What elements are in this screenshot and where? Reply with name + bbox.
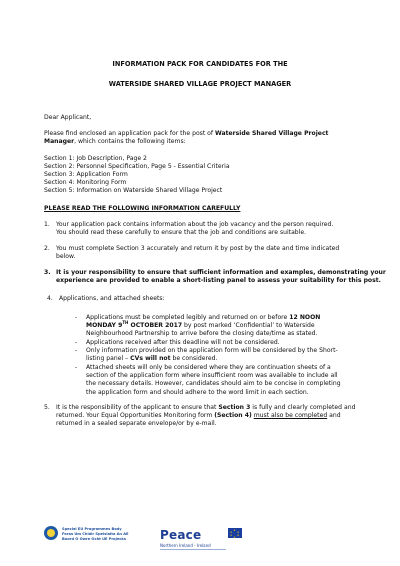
item-number: 4. [47,295,53,302]
item-2-text: You must complete Section 3 accurately and return it by post by the date and time indicated below. [56,245,340,261]
title-line-2: WATERSIDE SHARED VILLAGE PROJECT MANAGER [108,80,292,88]
intro-line-1: Please find enclosed an application pack for the post of Waterside Shared Village Project [44,130,329,137]
instructions-heading: PLEASE READ THE FOLLOWING INFORMATION CAREFULLY [44,205,241,212]
section-item: Section 1: Job Description, Page 2 [44,155,147,162]
intro-line-2: Manager, which contains the following items: [44,138,186,145]
peace-logo-subtitle: Northern Ireland - Ireland [160,543,211,548]
funder-name-line-2: Foras Um Chláir Speisialta An AE [62,532,129,536]
item-1-text: Your application pack contains information about the job vacancy and the person required. You should read these carefully to ensure that the job and conditions are suitable. [56,221,334,237]
bullet-2-text: Applications received after this deadline will not be considered. [86,339,280,346]
eu-flag-icon: ★ ★ ★ ★ ★ ★ [228,528,242,538]
bullet-dash: - [75,364,78,371]
section-item: Section 2: Personnel Specification, Page 5 - Essential Criteria [44,163,230,170]
bullet-dash: - [75,339,78,346]
section-item: Section 5: Information on Waterside Shared Village Project [44,187,223,194]
funder-name-line-3: Boord O Owre Ocht UE Projecks [62,537,126,541]
salutation: Dear Applicant, [44,114,92,121]
bullet-dash: - [75,314,78,321]
bullet-1-text: Applications must be completed legibly and returned on or before 12 NOON MONDAY 9TH OCTOBER 2017 by post marked ‘Confidential’ to Waterside Neighbourhood Partnership to arrive before the closing date/time as stated. [86,314,321,338]
item-number: 2. [44,245,50,252]
peace-logo-rule [160,549,226,550]
funder-name-line-1: Special EU Programmes Body [62,527,122,531]
title-line-1: INFORMATION PACK FOR CANDIDATES FOR THE [112,60,288,68]
seupb-logo-icon [44,526,58,540]
item-5-text: It is the responsibility of the applicant to ensure that Section 3 is fully and clearly completed and returned. Your Equal Opportunities Monitoring form (Section 4) must also be completed and returned in a sealed separate envelope/or by e-mail. [56,404,356,428]
bullet-4-text: Attached sheets will only be considered where they are continuation sheets of a section of the application form where insufficient room was available to include all the necessary details. However, candidates should aim to be concise in completing the application form and should adhere to the word limit in each section. [86,364,341,396]
item-number: 3. [44,269,51,276]
bullet-dash: - [75,347,78,354]
section-item: Section 4: Monitoring Form [44,179,127,186]
item-number: 5. [44,404,50,411]
item-3-text: It is your responsibility to ensure that sufficient information and examples, demonstrating your experience are provided to enable a short-listing panel to assess your suitability for this post. [56,269,386,285]
peace-logo-text: Peace [160,528,202,542]
bullet-3-text: Only information provided on the application form will be considered by the Short- listing panel – CVs will not be considered. [86,347,338,363]
item-number: 1. [44,221,50,228]
section-item: Section 3: Application Form [44,171,128,178]
item-4-text: Applications, and attached sheets: [59,295,165,302]
